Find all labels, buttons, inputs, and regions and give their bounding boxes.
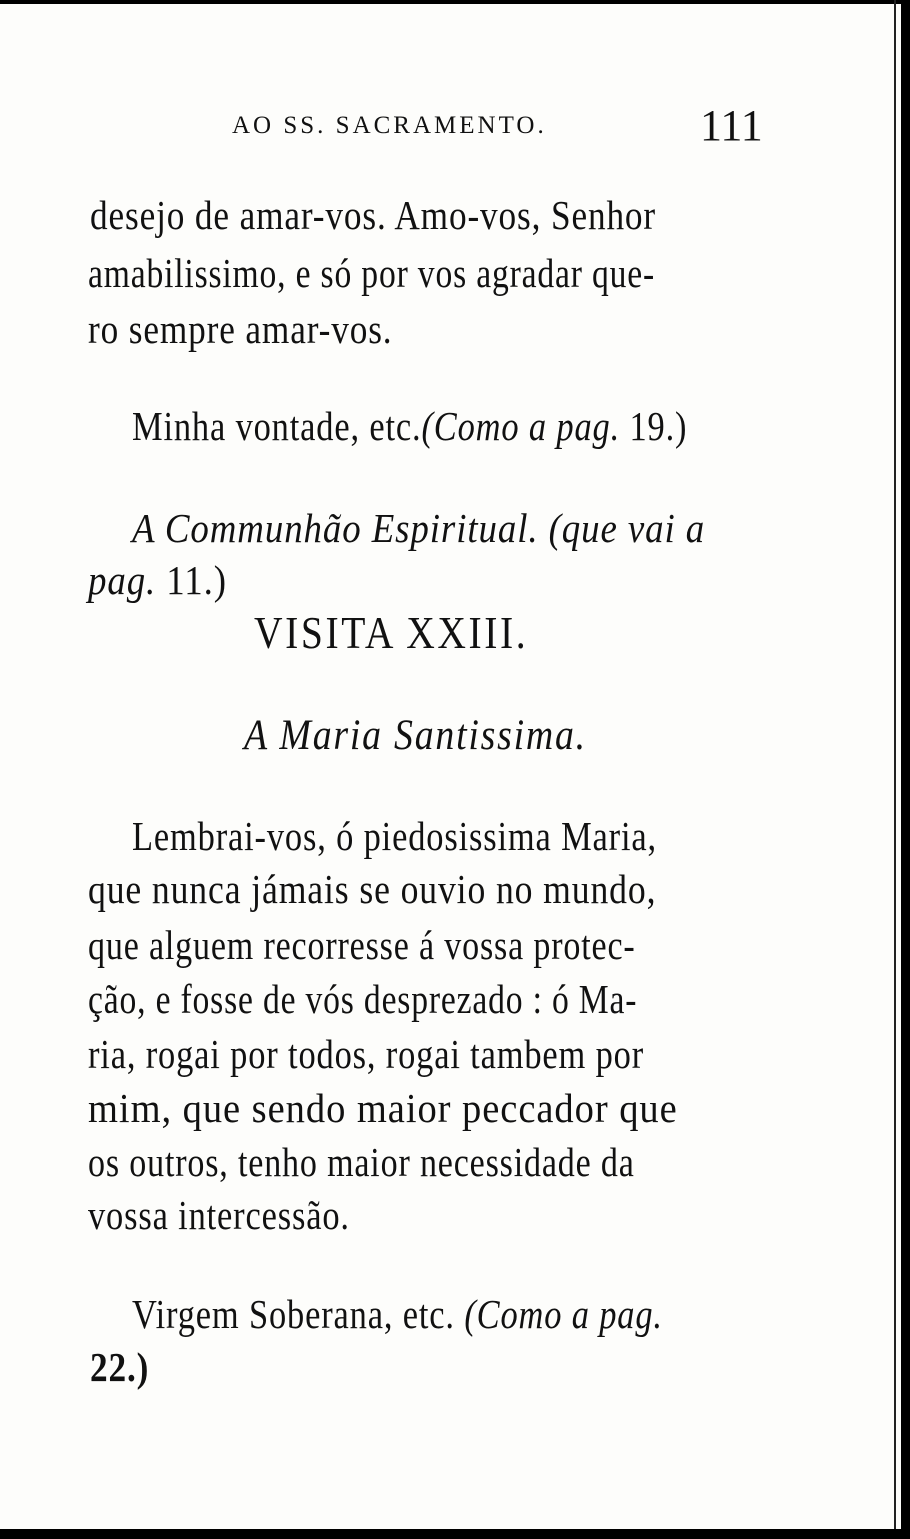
prayer-line-2: que nunca jámais se ouvio no mundo, bbox=[88, 866, 657, 912]
communion-line-2 bbox=[88, 557, 227, 603]
reference-line-2-cont: 22.) bbox=[90, 1344, 150, 1390]
prayer-line-7: os outros, tenho maior necessidade da bbox=[88, 1139, 635, 1185]
scan-border-top bbox=[0, 0, 910, 4]
para1-line-2: amabilissimo, e só por vos agradar que- bbox=[88, 250, 655, 296]
reference-line-1 bbox=[132, 403, 687, 449]
prayer-line-3: que alguem recorresse á vossa protec- bbox=[88, 922, 636, 968]
scan-border-bottom bbox=[0, 1529, 910, 1539]
reference2-text: Virgem Soberana, etc. bbox=[132, 1291, 465, 1337]
prayer-line-4: ção, e fosse de vós desprezado : ó Ma- bbox=[88, 976, 638, 1022]
reference-text: Minha vontade, etc. bbox=[132, 403, 422, 449]
reference-italic: (Como a pag. bbox=[421, 403, 621, 449]
scan-border-right bbox=[901, 0, 910, 1539]
para1-line-3: ro sempre amar-vos. bbox=[88, 306, 393, 352]
visit-subtitle: A Maria Santissima. bbox=[244, 712, 587, 759]
prayer-line-6: mim, que sendo maior peccador que bbox=[88, 1085, 678, 1131]
visit-title: VISITA XXIII. bbox=[254, 607, 529, 658]
communion-tail: 11.) bbox=[156, 557, 227, 603]
scan-border-right-inner bbox=[894, 0, 896, 1539]
communion-line-1: A Communhão Espiritual. (que vai a bbox=[132, 505, 706, 551]
reference-tail: 19.) bbox=[620, 403, 688, 449]
communion-pag: pag. bbox=[88, 557, 157, 603]
reference2-italic: (Como a pag. bbox=[464, 1291, 663, 1337]
reference-line-2 bbox=[132, 1291, 663, 1337]
para1-line-1: desejo de amar-vos. Amo-vos, Senhor bbox=[90, 192, 657, 238]
page-number: 111 bbox=[700, 101, 763, 150]
prayer-line-5: ria, rogai por todos, rogai tambem por bbox=[88, 1031, 645, 1077]
running-title: AO SS. SACRAMENTO. bbox=[232, 112, 547, 139]
prayer-line-1: Lembrai-vos, ó piedosissima Maria, bbox=[132, 813, 657, 859]
prayer-line-8: vossa intercessão. bbox=[88, 1192, 350, 1238]
